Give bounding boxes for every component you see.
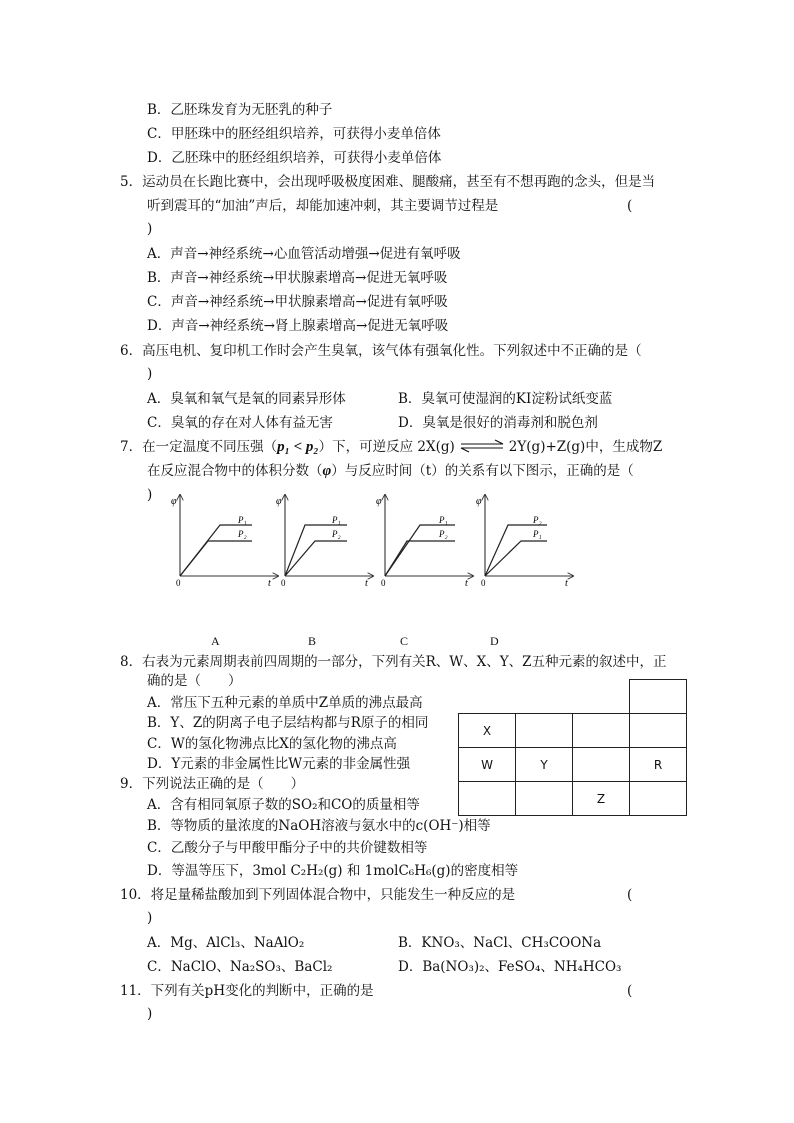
- q9-option-b: B．等物质的量浓度的NaOH溶液与氨水中的c(OH⁻)相等: [147, 818, 491, 834]
- graph-b-p1-label: P₁: [332, 515, 341, 525]
- graph-c: [376, 495, 473, 589]
- graph-d: [476, 495, 573, 589]
- q6-option-d: D．臭氧是很好的消毒剂和脱色剂: [398, 415, 598, 431]
- q10-option-b: B．KNO₃、NaCl、CH₃COONa: [398, 935, 602, 951]
- graph-c-p1-label: P₁: [439, 515, 448, 525]
- q8-option-d: D．Y元素的非金属性比W元素的非金属性强: [147, 756, 411, 772]
- q7-stem-line1: [120, 437, 662, 457]
- equilibrium-arrow-icon: [459, 439, 505, 453]
- graph-d-p2-label: P₂: [533, 515, 542, 525]
- table-cell: [630, 680, 687, 714]
- q11-stem: 11．下列有关pH变化的判断中，正确的是: [120, 983, 374, 999]
- q7-phi-symbol: φ: [322, 463, 332, 479]
- q5-option-b: B．声音→神经系统→甲状腺素增高→促进无氧呼吸: [147, 270, 448, 286]
- q10-stem: 10．将足量稀盐酸加到下列固体混合物中，只能发生一种反应的是: [120, 887, 516, 903]
- q9-stem: 9．下列说法正确的是（ ）: [120, 776, 305, 792]
- graph-c-origin-label: 0: [381, 578, 386, 588]
- q4-option-c: C．甲胚珠中的胚经组织培养，可获得小麦单倍体: [147, 126, 441, 142]
- graph-b-origin-label: 0: [281, 578, 286, 588]
- q4-option-b: B．乙胚珠发育为无胚乳的种子: [147, 102, 333, 118]
- table-cell: [459, 782, 516, 816]
- graph-label-a: A: [211, 634, 220, 648]
- q7-graphs: [170, 490, 580, 590]
- graph-a-p1-label: P₁: [238, 515, 247, 525]
- graph-c-x-axis-label: t: [465, 578, 468, 589]
- graph-d-p1-label: P₁: [533, 529, 542, 539]
- q8-option-c: C．W的氢化物沸点比X的氢化物的沸点高: [147, 736, 397, 752]
- q7-stem2-part-b: ）与反应时间（t）的关系有以下图示，正确的是（: [331, 463, 634, 479]
- q8-option-b: B．Y、Z的阴离子电子层结构都与R原子的相同: [147, 715, 429, 731]
- q11-answer-paren-close: ): [147, 1006, 153, 1022]
- q10-answer-paren-open: (: [627, 887, 633, 903]
- table-cell: [516, 714, 573, 748]
- q7-stem-part-a: 7．在一定温度不同压强（: [120, 439, 278, 455]
- q5-option-a: A．声音→神经系统→心血管活动增强→促进有氧呼吸: [147, 246, 461, 262]
- graph-a-p2-label: P₂: [238, 529, 247, 539]
- q5-answer-paren-open: (: [627, 198, 633, 214]
- element-cell-w: W: [459, 748, 516, 782]
- graph-b-y-axis-label: φ: [276, 496, 282, 507]
- element-cell-z: Z: [573, 782, 630, 816]
- graph-d-x-axis-label: t: [565, 578, 568, 589]
- q6-option-a: A．臭氧和氧气是氧的同素异形体: [147, 391, 346, 407]
- graph-b-p2-label: P₂: [332, 529, 341, 539]
- q4-option-d: D．乙胚珠中的胚经组织培养，可获得小麦单倍体: [147, 150, 442, 166]
- q10-option-a: A．Mg、AlCl₃、NaAlO₂: [147, 935, 305, 951]
- q8-option-a: A．常压下五种元素的单质中Z单质的沸点最高: [147, 695, 423, 711]
- graph-a-x-axis-label: t: [268, 578, 271, 589]
- q7-stem-line2: [147, 461, 634, 481]
- periodic-table-fragment: [458, 679, 687, 816]
- q5-option-d: D．声音→神经系统→肾上腺素增高→促进无氧呼吸: [147, 318, 449, 334]
- graph-b-x-axis-label: t: [365, 578, 368, 589]
- table-cell: [630, 782, 687, 816]
- q11-answer-paren-open: (: [627, 983, 633, 999]
- graph-b: [276, 495, 373, 589]
- table-cell: [630, 714, 687, 748]
- q7-stem2-part-a: 在反应混合物中的体积分数（: [147, 463, 323, 479]
- q6-option-c: C．臭氧的存在对人体有益无害: [147, 415, 333, 431]
- table-cell: [516, 782, 573, 816]
- q9-option-c: C．乙酸分子与甲酸甲酯分子中的共价键数相等: [147, 840, 428, 856]
- q6-option-b: B．臭氧可使湿润的KI淀粉试纸变蓝: [398, 391, 613, 407]
- q7-stem-part-c: 2Y(g)+Z(g)中，生成物Z: [508, 439, 663, 455]
- q10-answer-paren-close: ): [147, 910, 153, 926]
- q9-option-d: D．等温等压下，3mol C₂H₂(g) 和 1molC₆H₆(g)的密度相等: [147, 863, 519, 879]
- graph-label-b: B: [308, 634, 317, 648]
- q7-pressure-condition: p₁ < p₂: [277, 439, 319, 455]
- q10-option-c: C．NaClO、Na₂SO₃、BaCl₂: [147, 959, 333, 975]
- element-cell-x: X: [459, 714, 516, 748]
- q6-stem: 6．高压电机、复印机工作时会产生臭氧，该气体有强氧化性。下列叙述中不正确的是（: [120, 343, 642, 359]
- element-cell-y: Y: [516, 748, 573, 782]
- table-cell: [573, 714, 630, 748]
- graph-c-y-axis-label: φ: [376, 496, 382, 507]
- q5-option-c: C．声音→神经系统→甲状腺素增高→促进有氧呼吸: [147, 294, 448, 310]
- element-cell-r: R: [630, 748, 687, 782]
- q6-answer-paren-close: ): [147, 366, 153, 382]
- q7-stem-part-b: ）下，可逆反应 2X(g): [318, 439, 455, 455]
- q9-option-a: A．含有相同氧原子数的SO₂和CO的质量相等: [147, 797, 420, 813]
- graph-label-d: D: [490, 634, 499, 648]
- q10-option-d: D．Ba(NO₃)₂、FeSO₄、NH₄HCO₃: [398, 959, 622, 975]
- q8-stem-line2: 确的是（ ）: [147, 673, 242, 689]
- graph-label-c: C: [400, 634, 409, 648]
- table-cell: [573, 748, 630, 782]
- graph-a: [171, 495, 278, 589]
- q7-answer-paren-close: ): [147, 487, 153, 503]
- graph-d-origin-label: 0: [481, 578, 486, 588]
- q5-stem-line2: 听到震耳的“加油”声后，却能加速冲刺，其主要调节过程是: [147, 198, 499, 214]
- q5-stem-line1: 5．运动员在长跑比赛中，会出现呼吸极度困难、腿酸痛，甚至有不想再跑的念头，但是当: [120, 174, 656, 190]
- graph-d-y-axis-label: φ: [476, 496, 482, 507]
- graph-a-origin-label: 0: [176, 578, 181, 588]
- q5-answer-paren-close: ): [147, 221, 153, 237]
- graph-a-y-axis-label: φ: [171, 496, 177, 507]
- graph-c-p2-label: P₂: [439, 529, 448, 539]
- q8-stem-line1: 8．右表为元素周期表前四周期的一部分，下列有关R、W、X、Y、Z五种元素的叙述中，正: [120, 654, 667, 670]
